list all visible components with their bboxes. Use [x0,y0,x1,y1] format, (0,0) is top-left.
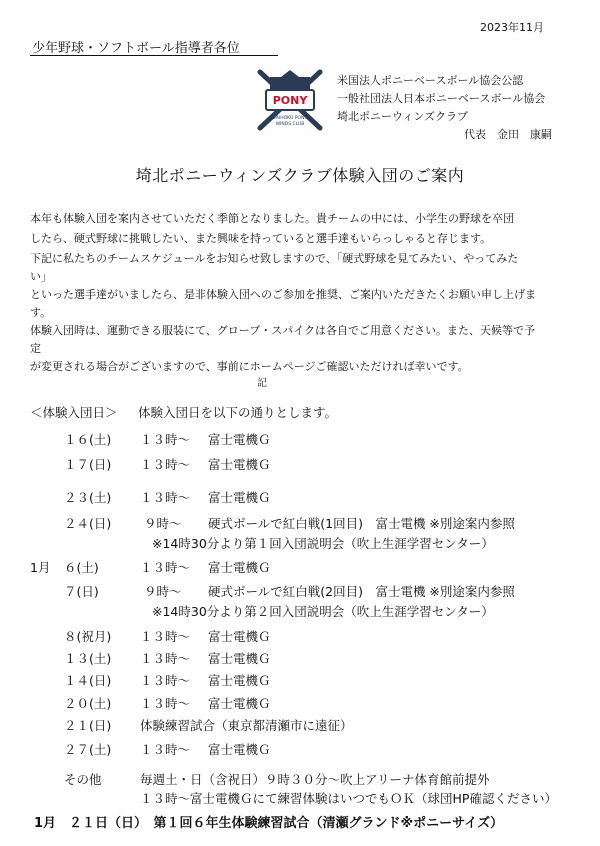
schedule-day: １４(日) [64,673,112,688]
schedule-day: ２０(土) [64,696,112,711]
schedule-detail: 硬式ボールで紅白戦(2回目) 富士電機 ※別途案内参照 [208,584,515,599]
schedule-detail: 富士電機Ｇ [208,560,271,575]
schedule-detail: 富士電機Ｇ [208,490,271,505]
org-line-3: 埼北ポニーウィンズクラブ [337,110,469,123]
schedule-day: １６(土) [64,432,112,447]
schedule-detail: 富士電機Ｇ [208,457,271,472]
org-line-1: 米国法人ポニーベースボール協会公認 [337,74,524,87]
body-line: といった選手達がいましたら、是非体験入団へのご参加を推奨、ご案内いただきたくお願い申し上げま [30,288,536,301]
page-title: 埼北ポニーウィンズクラブ体験入団のご案内 [135,166,465,185]
body-line: 本年も体験入団を案内させていただく季節となりました。貴チームの中には、小学生の野球を卒団 [30,212,514,225]
schedule-time: １３時～ [140,696,191,711]
org-line-2: 一般社団法人日本ポニーベースボール協会 [337,92,546,105]
other-line-1: 毎週土・日（含祝日）９時３０分～吹上アリーナ体育館前提外 [140,772,490,787]
schedule-time: １３時～ [140,651,191,666]
schedule-time: １３時～ [140,560,191,575]
schedule-time: １３時～ [140,742,191,757]
other-label: その他 [64,772,102,787]
footer-announcement: 1月 ２１日（日） 第１回６年生体験練習試合（清瀬グランド※ポニーサイズ） [34,816,504,831]
svg-text:PONY: PONY [272,94,308,107]
svg-text:WINDS CLUB: WINDS CLUB [275,122,305,127]
other-line-2: １３時～富士電機Ｇにて練習体験はいつでもＯＫ（球団HP確認ください） [140,791,557,806]
schedule-time: １３時～ [140,673,191,688]
club-logo [252,66,328,136]
schedule-note: ※14時30分より第１回入団説明会（吹上生涯学習センター） [152,536,494,551]
schedule-day: ２４(日) [64,516,112,531]
schedule-heading-text: 体験入団日を以下の通りとします。 [138,405,338,420]
schedule-time: １３時～ [140,490,191,505]
schedule-day: ２３(土) [64,490,112,505]
schedule-day: １３(土) [64,651,112,666]
schedule-day: ６(土) [64,560,99,575]
schedule-time: １３時～ [140,432,191,447]
schedule-detail: 富士電機Ｇ [208,651,271,666]
body-line: 定 [30,342,41,355]
ki-marker: 記 [257,378,267,389]
body-line: 下記に私たちのチームスケジュールをお知らせ致しますので、「硬式野球を見てみたい、やってみた [30,252,519,265]
schedule-detail: 富士電機Ｇ [208,432,271,447]
schedule-time: 体験練習試合（東京都清瀬市に遠征） [140,718,353,733]
schedule-time: １３時～ [140,457,191,472]
schedule-time: ９時～ [144,516,182,531]
schedule-day: ２７(土) [64,742,112,757]
body-line: が変更される場合がございますので、事前にホームページご確認いただければ幸いです。 [30,360,469,373]
schedule-day: ７(日) [64,584,99,599]
schedule-detail: 富士電機Ｇ [208,742,271,757]
body-line: い」 [30,270,52,283]
document-date: 2023年11月 [480,21,544,34]
schedule-time: １３時～ [140,629,191,644]
schedule-note: ※14時30分より第２回入団説明会（吹上生涯学習センター） [152,604,494,619]
representative: 代表 金田 康嗣 [464,128,552,141]
schedule-detail: 富士電機Ｇ [208,696,271,711]
schedule-month: 1月 [30,560,51,575]
schedule-detail: 硬式ボールで紅白戦(1回目) 富士電機 ※別途案内参照 [208,516,515,531]
schedule-day: ８(祝月) [64,629,112,644]
addressee: 少年野球・ソフトボール指導者各位 [32,41,240,56]
schedule-heading-label: ＜体験入団日＞ [30,405,118,420]
schedule-time: ９時～ [144,584,182,599]
schedule-detail: 富士電機Ｇ [208,629,271,644]
schedule-detail: 富士電機Ｇ [208,673,271,688]
schedule-day: ２１(日) [64,718,112,733]
schedule-day: １７(日) [64,457,112,472]
addressee-underline [30,55,278,56]
body-line: したら、硬式野球に挑戦したい、また興味を持っていると選手達もいらっしゃると存じます。 [30,232,492,245]
svg-text:SAIHOKU PONY: SAIHOKU PONY [272,116,308,121]
body-line: す。 [30,306,52,319]
body-line: 体験入団時は、運動できる服装にて、グローブ・スパイクは各自でご用意ください。また、天候等で予 [30,324,536,337]
